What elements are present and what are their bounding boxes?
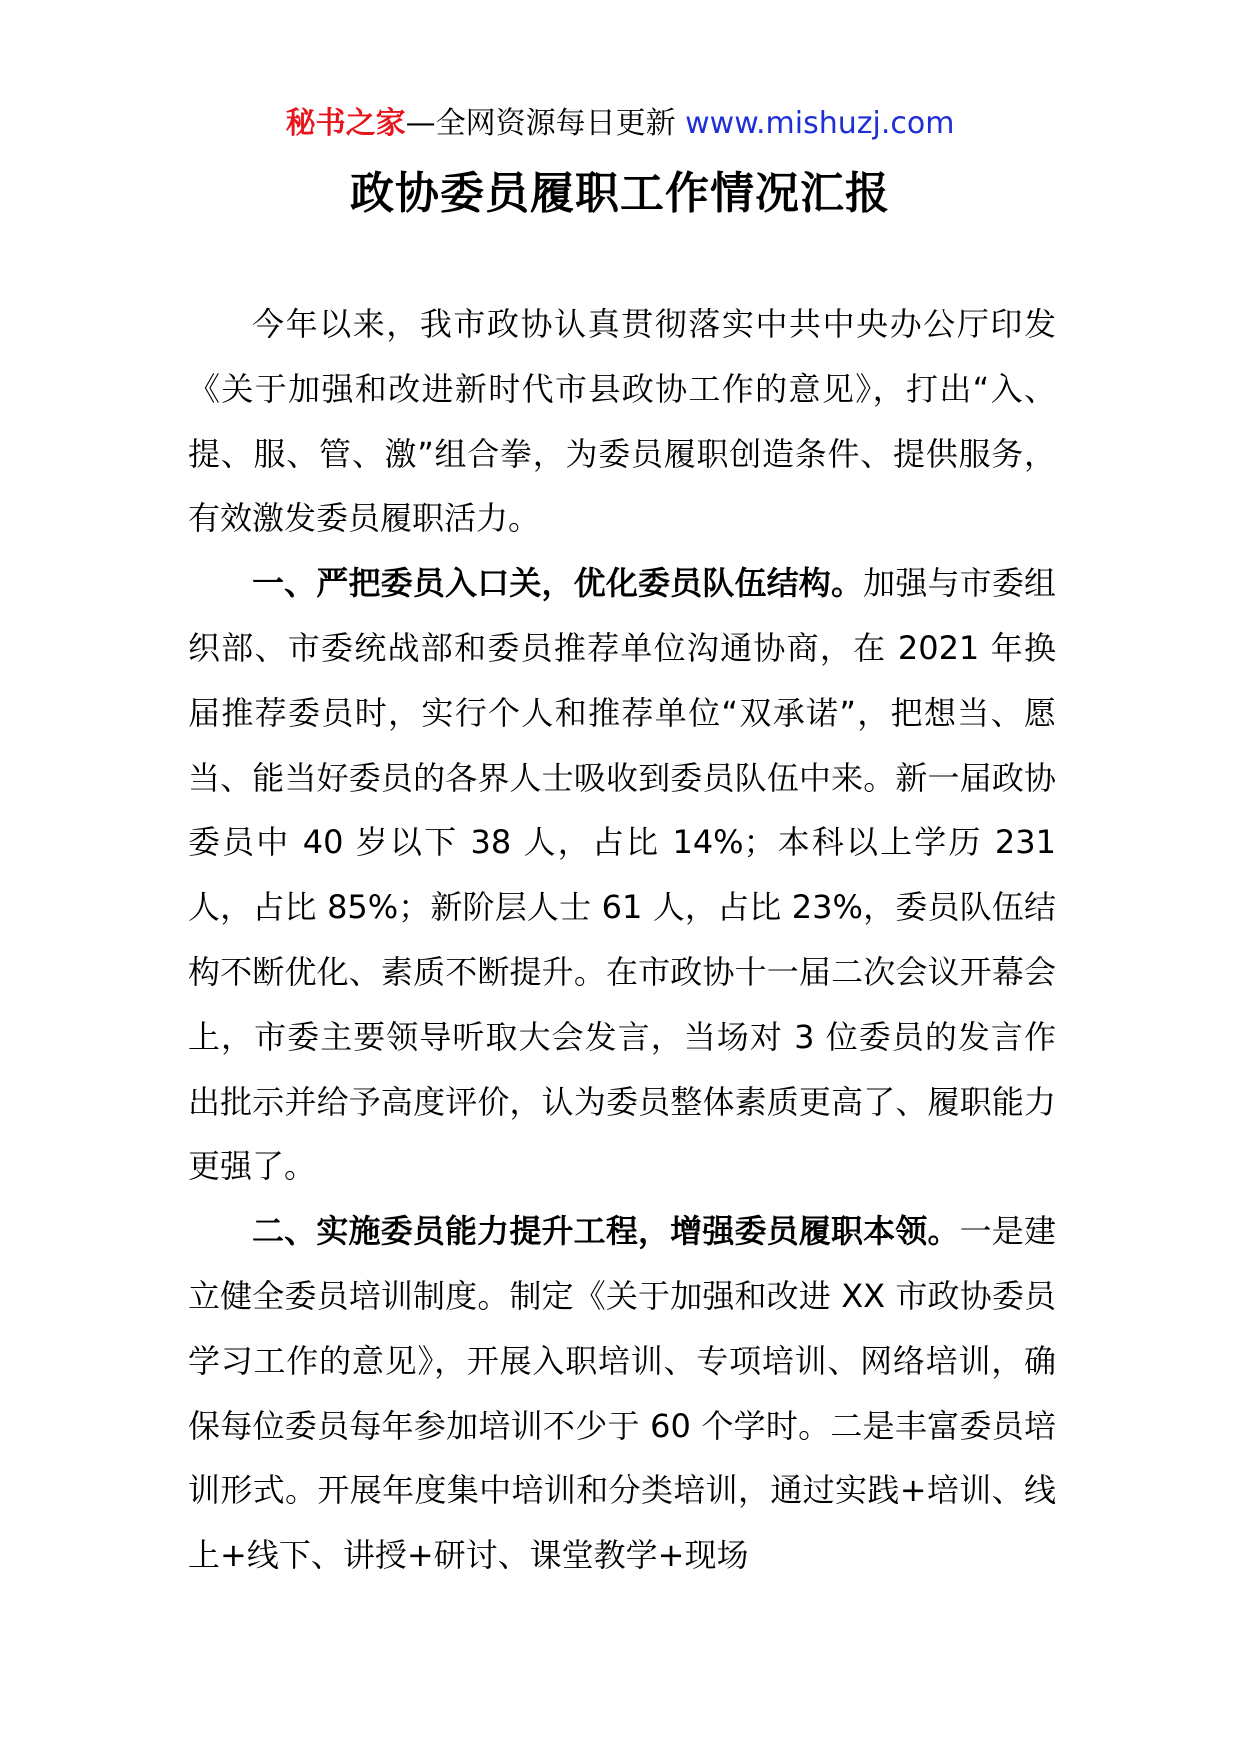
paragraph-text: 一是建立健全委员培训制度。制定《关于加强和改进 XX 市政协委员学习工作的意见》，开展入职培训、专项培训、网络培训，确保每位委员每年参加培训不少于 60 个学时。二是丰富委员培训形式。开展年度集中培训和分类培训，通过实践+培训、线上+线下、讲授+研讨、课堂教学+现场: [188, 1212, 1056, 1575]
brand-name: 秘书之家: [285, 106, 406, 141]
site-url-link[interactable]: www.mishuzj.com: [685, 106, 955, 141]
document-title: 政协委员履职工作情况汇报: [350, 168, 890, 219]
document-body: [188, 292, 1056, 1588]
paragraph-lead: 一、严把委员入口关，优化委员队伍结构。: [252, 564, 864, 603]
paragraph-lead: 二、实施委员能力提升工程，增强委员履职本领。: [252, 1212, 960, 1251]
paragraph: [188, 551, 1056, 1199]
header-tagline: —全网资源每日更新: [405, 106, 686, 141]
site-header: [0, 104, 1240, 144]
paragraph-text: 加强与市委组织部、市委统战部和委员推荐单位沟通协商，在 2021 年换届推荐委员时，实行个人和推荐单位“双承诺”，把想当、愿当、能当好委员的各界人士吸收到委员队伍中来。新一届政协委员中 40 岁以下 38 人，占比 14%；本科以上学历 231 人，占比 85%；新阶层人士 61 人，占比 23%，委员队伍结构不断优化、素质不断提升。在市政协十一届二次会议开幕会上，市委主要领导听取大会发言，当场对 3 位委员的发言作出批示并给予高度评价，认为委员整体素质更高了、履职能力更强了。: [188, 564, 1056, 1186]
paragraph: [188, 1199, 1056, 1588]
paragraph-text: 今年以来，我市政协认真贯彻落实中共中央办公厅印发《关于加强和改进新时代市县政协工作的意见》，打出“入、提、服、管、激”组合拳，为委员履职创造条件、提供服务，有效激发委员履职活力。: [188, 305, 1056, 538]
paragraph: [188, 292, 1056, 551]
